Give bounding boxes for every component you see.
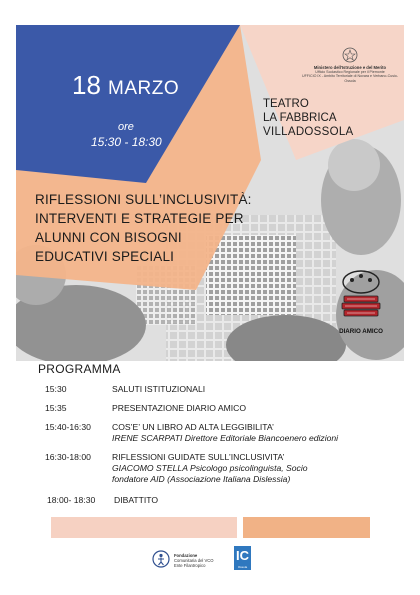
venue-line-1: TEATRO — [263, 98, 309, 110]
title-line-1: RIFLESSIONI SULL’INCLUSIVITÀ: — [35, 192, 252, 207]
ministry-header — [298, 47, 402, 83]
programme-speaker: GIACOMO STELLA Psicologo psicolinguista, Socio — [112, 463, 308, 473]
programme-details — [112, 422, 338, 444]
programme-title: PRESENTAZIONE DIARIO AMICO — [112, 403, 247, 413]
programme-details — [112, 452, 308, 485]
title-line-2: INTERVENTI E STRATEGIE PER — [35, 211, 244, 226]
event-date-day: 18 — [72, 70, 101, 100]
decorative-bar-orange — [243, 517, 370, 538]
fondazione-line-3: Ente Filantropico — [174, 562, 206, 568]
programme-heading: PROGRAMMA — [38, 362, 121, 376]
ic-logo-text: IC — [236, 548, 249, 563]
programme-title: RIFLESSIONI GUIDATE SULL’INCLUSIVITA’ — [112, 452, 285, 462]
diario-amico-logo — [331, 270, 391, 335]
programme-speaker-detail: fondatore AID (Associazione Italiana Dislessia) — [112, 474, 291, 484]
event-date-month: MARZO — [108, 78, 180, 99]
ministry-office-detail: UFFICIO IX - Ambito Territoriale di Novara e Verbano-Cusio-Ossola — [302, 74, 398, 83]
decorative-bar-pink — [51, 517, 237, 538]
book-stack-icon — [338, 270, 384, 322]
republic-emblem-icon — [342, 47, 358, 63]
fondazione-line-1: Fondazione — [174, 553, 198, 558]
sponsor-logos — [0, 546, 420, 576]
programme-title: SALUTI ISTITUZIONALI — [112, 384, 206, 394]
fondazione-line-2: Comunitaria del VCO — [174, 557, 214, 563]
hero-banner — [16, 25, 404, 361]
diario-amico-label: DIARIO AMICO — [339, 328, 383, 335]
programme-title: DIBATTITO — [114, 495, 159, 505]
fondazione-figure-icon — [152, 550, 170, 568]
venue-line-3: VILLADOSSOLA — [263, 126, 354, 138]
ministry-name: Ministero dell'Istruzione e del Merito — [313, 65, 387, 70]
programme-time: 15:40-16:30 — [45, 422, 91, 432]
venue-line-2: LA FABBRICA — [263, 112, 337, 124]
title-line-3: ALUNNI CON BISOGNI — [35, 230, 182, 245]
programme-title: COS’E’ UN LIBRO AD ALTA LEGGIBILITA’ — [112, 422, 274, 432]
fondazione-text — [174, 554, 214, 568]
ic-ossola-logo — [234, 546, 251, 570]
event-time-range: 15:30 - 18:30 — [91, 135, 162, 149]
programme-time: 15:35 — [45, 403, 67, 413]
programme-time: 16:30-18:00 — [45, 452, 91, 462]
ministry-office: Ufficio Scolastico Regionale per il Piemonte — [315, 70, 385, 74]
venue — [263, 97, 354, 139]
ic-logo-sub: Ossola — [237, 565, 248, 569]
fondazione-logo — [152, 550, 214, 573]
programme-speaker: IRENE SCARPATI Direttore Editoriale Biancoenero edizioni — [112, 433, 339, 443]
event-title — [35, 190, 252, 266]
title-line-4: EDUCATIVI SPECIALI — [35, 249, 175, 264]
programme-time: 18:00- 18:30 — [47, 495, 96, 505]
programme-time: 15:30 — [45, 384, 67, 394]
time-label: ore — [118, 121, 134, 133]
